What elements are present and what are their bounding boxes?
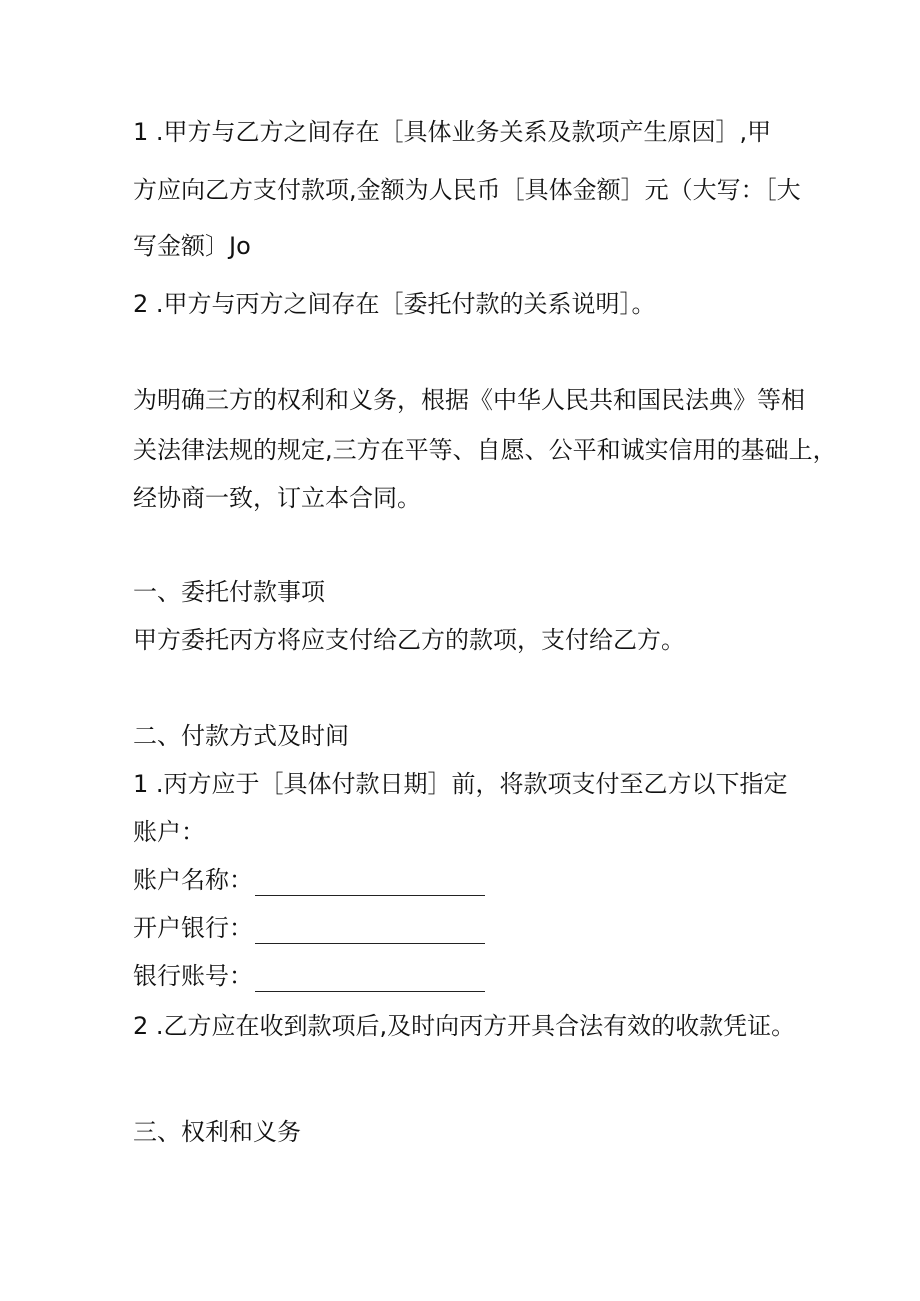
section-2-item-1-line-2: 账户： [133,818,205,846]
account-name-blank [255,873,485,896]
clause-1-line-1: 1 .甲方与乙方之间存在［具体业务关系及款项产生原因］,甲 [133,118,772,146]
clause-2: 2 .甲方与丙方之间存在［委托付款的关系说明］。 [133,290,656,318]
bank-blank [255,921,485,944]
account-number-row [133,960,485,992]
section-3-heading: 三、权利和义务 [133,1118,301,1146]
bank-row [133,912,485,944]
bank-label: 开户银行： [133,914,253,942]
account-number-blank [255,969,485,992]
section-2-heading: 二、付款方式及时间 [133,722,349,750]
clause-1-line-3: 写金额〕Jo [133,232,251,260]
section-1-body: 甲方委托丙方将应支付给乙方的款项，支付给乙方。 [133,626,685,654]
preamble-line-3: 经协商一致，订立本合同。 [133,484,421,512]
account-name-row [133,864,485,896]
section-2-item-1-line-1: 1 .丙方应于［具体付款日期］前，将款项支付至乙方以下指定 [133,770,788,798]
account-number-label: 银行账号： [133,962,253,990]
preamble-line-1: 为明确三方的权利和义务，根据《中华人民共和国民法典》等相 [133,386,805,414]
clause-1-line-2: 方应向乙方支付款项,金额为人民币［具体金额］元（大写：［大 [133,176,801,204]
account-name-label: 账户名称： [133,866,253,894]
preamble-line-2: 关法律法规的规定,三方在平等、自愿、公平和诚实信用的基础上， [133,436,837,464]
section-1-heading: 一、委托付款事项 [133,578,325,606]
section-2-item-2: 2 .乙方应在收到款项后,及时向丙方开具合法有效的收款凭证。 [133,1012,796,1040]
